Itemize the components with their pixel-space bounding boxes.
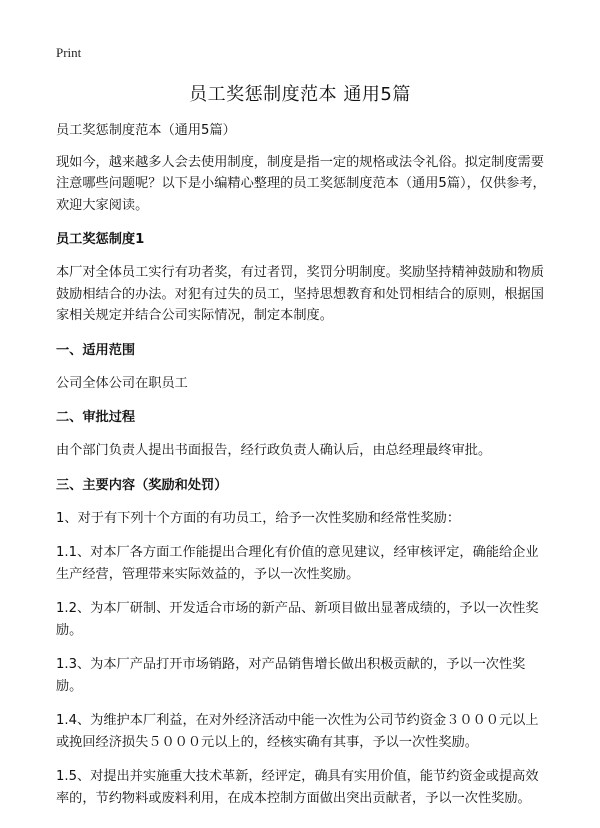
list-item: 1.1、对本厂各方面工作能提出合理化有价值的意见建议，经审核评定，确能给企业生产经营，管理带来实际效益的，予以一次性奖励。 xyxy=(56,545,539,582)
list-item: 1.2、为本厂研制、开发适合市场的新产品、新项目做出显著成绩的，予以一次性奖励。 xyxy=(56,601,539,638)
page-title: 员工奖惩制度范本 通用5篇 xyxy=(189,84,411,105)
list-item: 1.4、为维护本厂利益，在对外经济活动中能一次性为公司节约资金３０００元以上或挽回经济损失５０００元以上的，经核实确有其事，予以一次性奖励。 xyxy=(56,713,539,750)
print-link[interactable]: Print xyxy=(56,45,82,60)
section-heading: 员工奖惩制度1 xyxy=(56,232,145,247)
list-item: 1.5、对提出并实施重大技术革新，经评定，确具有实用价值，能节约资金或提高效率的，节约物料或废料利用，在成本控制方面做出突出贡献者，予以一次性奖励。 xyxy=(56,769,539,806)
section-intro-paragraph: 本厂对全体员工实行有功者奖，有过者罚，奖罚分明制度。奖励坚持精神鼓励和物质鼓励相结合的办法。对犯有过失的员工，坚持思想教育和处罚相结合的原则，根据国家相关规定并结合公司实际情况，制定本制度。 xyxy=(56,265,544,323)
scope-heading: 一、适用范围 xyxy=(56,342,136,358)
document-body xyxy=(56,120,548,809)
approval-heading: 二、审批过程 xyxy=(56,410,136,425)
scope-paragraph: 公司全体公司在职员工 xyxy=(56,375,188,391)
list-item: 1.3、为本厂产品打开市场销路，对产品销售增长做出积极贡献的，予以一次性奖励。 xyxy=(56,657,526,694)
content-heading: 三、主要内容（奖励和处罚） xyxy=(56,477,228,493)
intro-paragraph: 现如今，越来越多人会去使用制度，制度是指一定的规格或法令礼俗。拟定制度需要注意哪些问题呢？以下是小编精心整理的员工奖惩制度范本（通用5篇），仅供参考，欢迎大家阅读。 xyxy=(56,154,546,213)
doc-subtitle: 员工奖惩制度范本（通用5篇） xyxy=(56,123,236,138)
approval-paragraph: 由个部门负责人提出书面报告，经行政负责人确认后，由总经理最终审批。 xyxy=(56,443,492,458)
list-item: 1、对于有下列十个方面的有功员工，给予一次性奖励和经常性奖励： xyxy=(56,510,461,526)
